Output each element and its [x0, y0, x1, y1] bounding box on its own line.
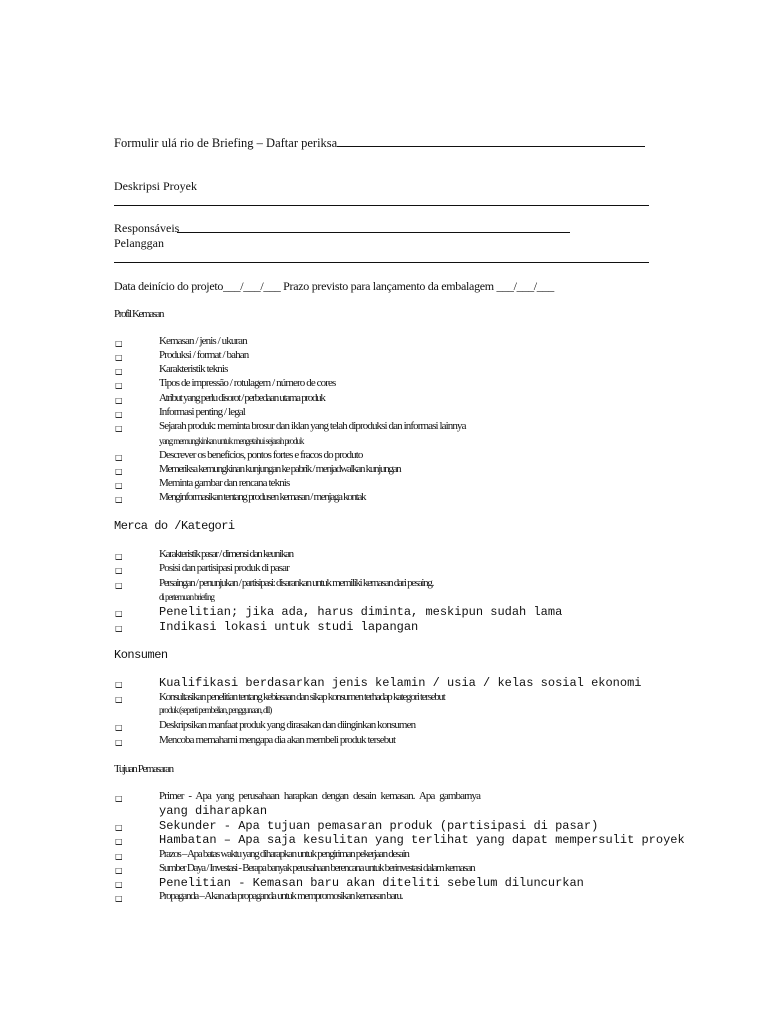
title-underline: [337, 137, 609, 147]
checkbox-icon[interactable]: [115, 735, 122, 748]
checkbox-icon[interactable]: [115, 692, 122, 705]
checkbox-icon[interactable]: [115, 677, 122, 690]
title-underline-tail: [609, 137, 645, 147]
section-title-packaging: Profil Kemasan: [114, 308, 164, 320]
checkbox-icon[interactable]: [115, 863, 122, 876]
checkbox-icon[interactable]: [115, 478, 122, 491]
checkbox-icon[interactable]: [115, 421, 122, 434]
section-title-market: Merca do /Kategori: [114, 519, 235, 533]
checkbox-icon[interactable]: [115, 549, 122, 562]
briefing-form-page: Formulir ulá rio de Briefing – Daftar periksa Deskripsi Proyek Responsáveis Pelanggan Data deinício do projeto___/___/___ Prazo previsto para lançamento da embalagem ___/___/___ Profil Kemasan □ Kemasan / jenis / ukuran □ Produksi / format / bahan □ Karakteristik teknis □ Tipos de impressão / rotulagem / número de cores □ Atribut yang perlu disorot / perbedaan utama produk □ Informasi penting / legal □ Sejarah produk: meminta brosur dan iklan yang telah diproduksi dan informasi lainnya yang memungkinkan untuk mengetahui sejarah produk □ Descrever os benefícios, pontos fortes e fracos do produto □ Memeriksa kemungkinan kunjungan ke pabrik / menjadwalkan kunjungan □ Meminta gambar dan rencana teknis □ Menginformasikan tentang produsen kemasan / menjaga kontak Merca do /Kategori □ Karakteristik pasar / dimensi dan keunikan □ Posisi dan partisipasi produk di pasar □ Persaingan / penunjukan / partisipasi: disarankan untuk memiliki kemasan dari pesaing. di pertemuan briefing □ Penelitian; jika ada, harus diminta, meskipun sudah lama □ Indikasi lokasi untuk studi lapangan Konsumen □ Kualifikasi berdasarkan jenis kelamin / usia / kelas sosial ekonomi □ Konsultasikan penelitian tentang kebiasaan dan sikap konsumen terhadap kategori tersebut produk (seperti pembelian, penggunaan, dll) □ Deskripsikan manfaat produk yang dirasakan dan diinginkan konsumen □ Mencoba memahami mengapa dia akan membeli produk tersebut Tujuan Pemasaran □ Primer - Apa yang perusahaan harapkan dengan desain kemasan. Apa gambarnya yang diharapkan □ Sekunder - Apa tujuan pemasaran produk (partisipasi di pasar) □ Hambatan – Apa saja kesulitan yang terlihat yang dapat mempersulit proyek □ Prazos – Apa batas waktu yang diharapkan untuk pengiriman pekerjaan desain □ Sumber Daya / Investasi - Berapa banyak perusahaan berencana untuk berinvestasi dalam kemasan □ Penelitian - Kemasan baru akan diteliti sebelum diluncurkan □ Propaganda – Akan ada propaganda untuk mempromosikan kemasan baru.: [0, 0, 768, 1024]
checkbox-icon[interactable]: [115, 492, 122, 505]
checkbox-icon[interactable]: [115, 621, 122, 634]
checkbox-icon[interactable]: [115, 606, 122, 619]
checkbox-icon[interactable]: [115, 720, 122, 733]
item-continuation: yang diharapkan: [159, 804, 268, 818]
project-description-label: Deskripsi Proyek: [114, 179, 197, 193]
item-continuation: yang memungkinkan untuk mengetahui sejarah produk: [159, 436, 304, 446]
checkbox-icon[interactable]: [115, 877, 122, 890]
checkbox-icon[interactable]: [115, 378, 122, 391]
checkbox-icon[interactable]: [115, 350, 122, 363]
customer-label: Pelanggan: [114, 236, 164, 250]
section-title-goals: Tujuan Pemasaran: [114, 763, 173, 775]
responsible-line: [177, 232, 570, 233]
project-description-line: [114, 205, 649, 206]
checkbox-icon[interactable]: [115, 820, 122, 833]
checkbox-icon[interactable]: [115, 336, 122, 349]
form-title: Formulir ulá rio de Briefing – Daftar periksa: [114, 136, 659, 151]
customer-line: [114, 262, 649, 263]
date-line: Data deinício do projeto___/___/___ Prazo previsto para lançamento da embalagem ___/___/___: [114, 279, 554, 293]
checkbox-icon[interactable]: [115, 563, 122, 576]
item-continuation: produk (seperti pembelian, penggunaan, dll): [159, 705, 272, 715]
responsible-label: Responsáveis: [114, 221, 180, 235]
checkbox-icon[interactable]: [115, 578, 122, 591]
checkbox-icon[interactable]: [115, 834, 122, 847]
checkbox-icon[interactable]: [115, 791, 122, 804]
section-title-consumer: Konsumen: [114, 648, 168, 662]
checkbox-icon[interactable]: [115, 407, 122, 420]
checkbox-icon[interactable]: [115, 364, 122, 377]
checkbox-icon[interactable]: [115, 450, 122, 463]
checkbox-icon[interactable]: [115, 464, 122, 477]
checkbox-icon[interactable]: [115, 891, 122, 904]
checkbox-icon[interactable]: [115, 849, 122, 862]
checkbox-icon[interactable]: [115, 393, 122, 406]
item-continuation: di pertemuan briefing: [159, 592, 214, 602]
